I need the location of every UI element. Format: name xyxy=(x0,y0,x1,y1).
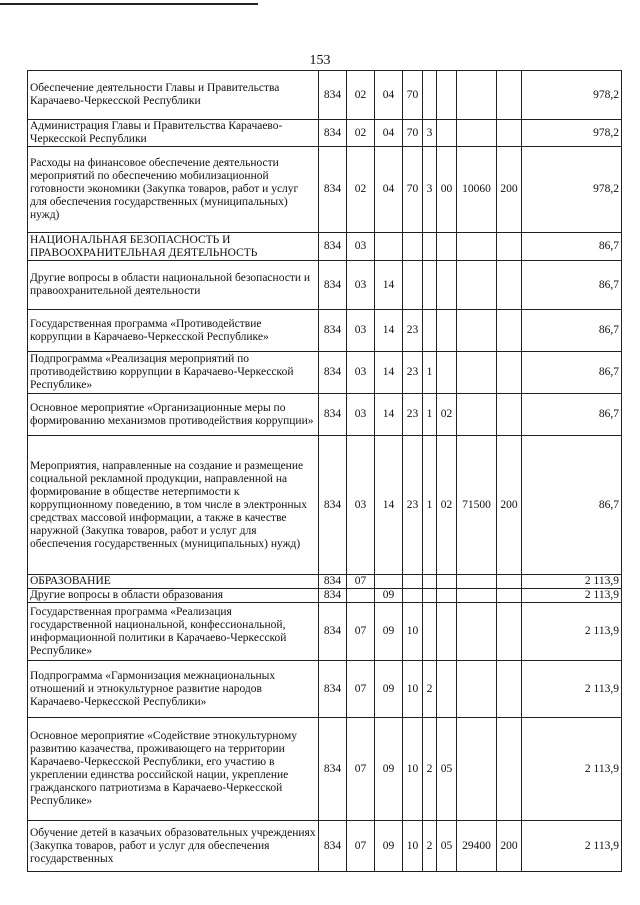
row-name: Подпрограмма «Реализация мероприятий по противодействию коррупции в Карачаево-Черкесской Республике» xyxy=(28,352,319,394)
row-p1: 70 xyxy=(403,120,423,147)
row-p1: 10 xyxy=(403,661,423,718)
row-p1: 70 xyxy=(403,147,423,233)
row-r: 02 xyxy=(347,71,375,120)
row-p4 xyxy=(457,261,497,310)
row-vr xyxy=(497,589,522,603)
table-row xyxy=(28,718,622,821)
row-name: Основное мероприятие «Организационные меры по формированию механизмов противодействия коррупции» xyxy=(28,394,319,436)
row-name: Мероприятия, направленные на создание и размещение социальной рекламной продукции, направленной на формирование в обществе нетерпимости к коррупционному поведению, в том числе в электронных средствах массовой информации, а также в качестве наружной (Закупка товаров, работ и услуг для обеспечения государственных (муниципальных) нужд) xyxy=(28,436,319,575)
row-p1: 23 xyxy=(403,310,423,352)
row-name: Обеспечение деятельности Главы и Правительства Карачаево-Черкесской Республики xyxy=(28,71,319,120)
row-v: 834 xyxy=(319,661,347,718)
row-name: Другие вопросы в области национальной безопасности и правоохранительной деятельности xyxy=(28,261,319,310)
row-vr xyxy=(497,261,522,310)
table-row xyxy=(28,661,622,718)
row-vr xyxy=(497,394,522,436)
row-v: 834 xyxy=(319,603,347,661)
row-sum: 86,7 xyxy=(522,436,622,575)
row-r: 03 xyxy=(347,352,375,394)
row-sum: 86,7 xyxy=(522,394,622,436)
table-row xyxy=(28,147,622,233)
row-v: 834 xyxy=(319,436,347,575)
row-pr: 04 xyxy=(375,71,403,120)
row-r xyxy=(347,589,375,603)
row-pr: 14 xyxy=(375,394,403,436)
row-sum: 2 113,9 xyxy=(522,589,622,603)
row-p3 xyxy=(437,233,457,261)
row-p3: 02 xyxy=(437,436,457,575)
row-p4 xyxy=(457,661,497,718)
row-vr: 200 xyxy=(497,147,522,233)
row-v: 834 xyxy=(319,261,347,310)
row-pr xyxy=(375,233,403,261)
row-r: 03 xyxy=(347,394,375,436)
row-p3 xyxy=(437,589,457,603)
row-v: 834 xyxy=(319,147,347,233)
row-r: 07 xyxy=(347,718,375,821)
table-row xyxy=(28,394,622,436)
row-r: 07 xyxy=(347,821,375,872)
row-name: ОБРАЗОВАНИЕ xyxy=(28,575,319,589)
row-p1 xyxy=(403,233,423,261)
row-r: 07 xyxy=(347,603,375,661)
row-p3: 00 xyxy=(437,147,457,233)
row-p2: 2 xyxy=(423,821,437,872)
row-r: 02 xyxy=(347,120,375,147)
row-sum: 978,2 xyxy=(522,71,622,120)
row-sum: 2 113,9 xyxy=(522,718,622,821)
row-p2 xyxy=(423,603,437,661)
row-p4 xyxy=(457,352,497,394)
row-v: 834 xyxy=(319,589,347,603)
row-p1 xyxy=(403,575,423,589)
row-name: НАЦИОНАЛЬНАЯ БЕЗОПАСНОСТЬ И ПРАВООХРАНИТЕЛЬНАЯ ДЕЯТЕЛЬНОСТЬ xyxy=(28,233,319,261)
row-p2: 1 xyxy=(423,394,437,436)
row-r: 03 xyxy=(347,310,375,352)
row-r: 03 xyxy=(347,436,375,575)
row-pr: 09 xyxy=(375,603,403,661)
row-sum: 2 113,9 xyxy=(522,661,622,718)
row-vr xyxy=(497,661,522,718)
row-sum: 86,7 xyxy=(522,233,622,261)
row-vr: 200 xyxy=(497,436,522,575)
row-p2: 1 xyxy=(423,436,437,575)
row-vr xyxy=(497,603,522,661)
row-name: Государственная программа «Реализация государственной национальной, конфессиональной, информационной политики в Карачаево-Черкесской Республике» xyxy=(28,603,319,661)
row-p4 xyxy=(457,310,497,352)
row-r: 07 xyxy=(347,661,375,718)
row-pr: 04 xyxy=(375,120,403,147)
table-row xyxy=(28,233,622,261)
table-row xyxy=(28,575,622,589)
row-v: 834 xyxy=(319,310,347,352)
row-p2 xyxy=(423,233,437,261)
row-sum: 978,2 xyxy=(522,147,622,233)
row-pr: 14 xyxy=(375,310,403,352)
row-p4: 29400 xyxy=(457,821,497,872)
row-sum: 2 113,9 xyxy=(522,603,622,661)
row-pr: 09 xyxy=(375,718,403,821)
budget-table xyxy=(27,70,622,872)
row-p3 xyxy=(437,261,457,310)
row-name: Расходы на финансовое обеспечение деятельности мероприятий по обеспечению мобилизационной готовности экономики (Закупка товаров, работ и услуг для обеспечения государственных (муниципальных) нужд) xyxy=(28,147,319,233)
row-v: 834 xyxy=(319,394,347,436)
row-sum: 86,7 xyxy=(522,310,622,352)
row-pr: 04 xyxy=(375,147,403,233)
row-p4 xyxy=(457,394,497,436)
row-p3 xyxy=(437,352,457,394)
row-v: 834 xyxy=(319,718,347,821)
table-row xyxy=(28,821,622,872)
table-row xyxy=(28,310,622,352)
table-row xyxy=(28,261,622,310)
row-p3 xyxy=(437,71,457,120)
row-p1 xyxy=(403,589,423,603)
row-vr xyxy=(497,310,522,352)
row-v: 834 xyxy=(319,575,347,589)
row-p1: 70 xyxy=(403,71,423,120)
row-v: 834 xyxy=(319,352,347,394)
row-p4 xyxy=(457,71,497,120)
row-p4: 71500 xyxy=(457,436,497,575)
row-r: 07 xyxy=(347,575,375,589)
row-v: 834 xyxy=(319,821,347,872)
row-name: Администрация Главы и Правительства Карачаево-Черкесской Республики xyxy=(28,120,319,147)
row-sum: 2 113,9 xyxy=(522,821,622,872)
row-p2: 1 xyxy=(423,352,437,394)
row-name: Другие вопросы в области образования xyxy=(28,589,319,603)
row-p2 xyxy=(423,589,437,603)
page-number: 153 xyxy=(309,53,331,68)
row-p3 xyxy=(437,603,457,661)
row-p1: 23 xyxy=(403,394,423,436)
row-p2 xyxy=(423,261,437,310)
row-p4 xyxy=(457,120,497,147)
row-p2 xyxy=(423,71,437,120)
row-vr xyxy=(497,352,522,394)
row-p4: 10060 xyxy=(457,147,497,233)
row-r: 03 xyxy=(347,233,375,261)
row-vr xyxy=(497,71,522,120)
row-pr: 09 xyxy=(375,821,403,872)
row-sum: 86,7 xyxy=(522,261,622,310)
row-p1: 23 xyxy=(403,352,423,394)
row-p4 xyxy=(457,589,497,603)
row-vr: 200 xyxy=(497,821,522,872)
row-sum: 2 113,9 xyxy=(522,575,622,589)
row-name: Подпрограмма «Гармонизация межнациональных отношений и этнокультурное развитие народов Карачаево-Черкесской Республики» xyxy=(28,661,319,718)
row-vr xyxy=(497,575,522,589)
row-p2: 2 xyxy=(423,718,437,821)
row-p1 xyxy=(403,261,423,310)
row-p4 xyxy=(457,575,497,589)
row-p1: 23 xyxy=(403,436,423,575)
row-p2: 3 xyxy=(423,147,437,233)
row-pr: 09 xyxy=(375,661,403,718)
row-p2 xyxy=(423,310,437,352)
table-row xyxy=(28,589,622,603)
row-pr: 14 xyxy=(375,261,403,310)
row-p3: 05 xyxy=(437,718,457,821)
row-p3 xyxy=(437,310,457,352)
row-r: 03 xyxy=(347,261,375,310)
table-row xyxy=(28,352,622,394)
row-p3 xyxy=(437,575,457,589)
row-vr xyxy=(497,233,522,261)
top-rule xyxy=(0,3,258,5)
row-p2 xyxy=(423,575,437,589)
row-vr xyxy=(497,120,522,147)
table-row xyxy=(28,71,622,120)
row-p3: 02 xyxy=(437,394,457,436)
row-pr: 14 xyxy=(375,352,403,394)
row-vr xyxy=(497,718,522,821)
row-name: Обучение детей в казачьих образовательных учреждениях (Закупка товаров, работ и услуг для обеспечения государственных xyxy=(28,821,319,872)
row-p2: 3 xyxy=(423,120,437,147)
row-p1: 10 xyxy=(403,821,423,872)
table-row xyxy=(28,436,622,575)
row-pr xyxy=(375,575,403,589)
row-p2: 2 xyxy=(423,661,437,718)
row-p1: 10 xyxy=(403,718,423,821)
row-p4 xyxy=(457,718,497,821)
row-p3 xyxy=(437,120,457,147)
row-p4 xyxy=(457,233,497,261)
row-pr: 14 xyxy=(375,436,403,575)
table-row xyxy=(28,603,622,661)
row-sum: 978,2 xyxy=(522,120,622,147)
row-name: Государственная программа «Противодействие коррупции в Карачаево-Черкесской Республике» xyxy=(28,310,319,352)
row-p3: 05 xyxy=(437,821,457,872)
row-sum: 86,7 xyxy=(522,352,622,394)
row-p1: 10 xyxy=(403,603,423,661)
row-name: Основное мероприятие «Содействие этнокультурному развитию казачества, проживающего на территории Карачаево-Черкесской Республики, его участию в укреплении единства российской нации, укрепление гражданского патриотизма в Карачаево-Черкесской Республике» xyxy=(28,718,319,821)
row-v: 834 xyxy=(319,71,347,120)
row-p4 xyxy=(457,603,497,661)
row-pr: 09 xyxy=(375,589,403,603)
table-row xyxy=(28,120,622,147)
row-r: 02 xyxy=(347,147,375,233)
row-v: 834 xyxy=(319,233,347,261)
row-p3 xyxy=(437,661,457,718)
row-v: 834 xyxy=(319,120,347,147)
